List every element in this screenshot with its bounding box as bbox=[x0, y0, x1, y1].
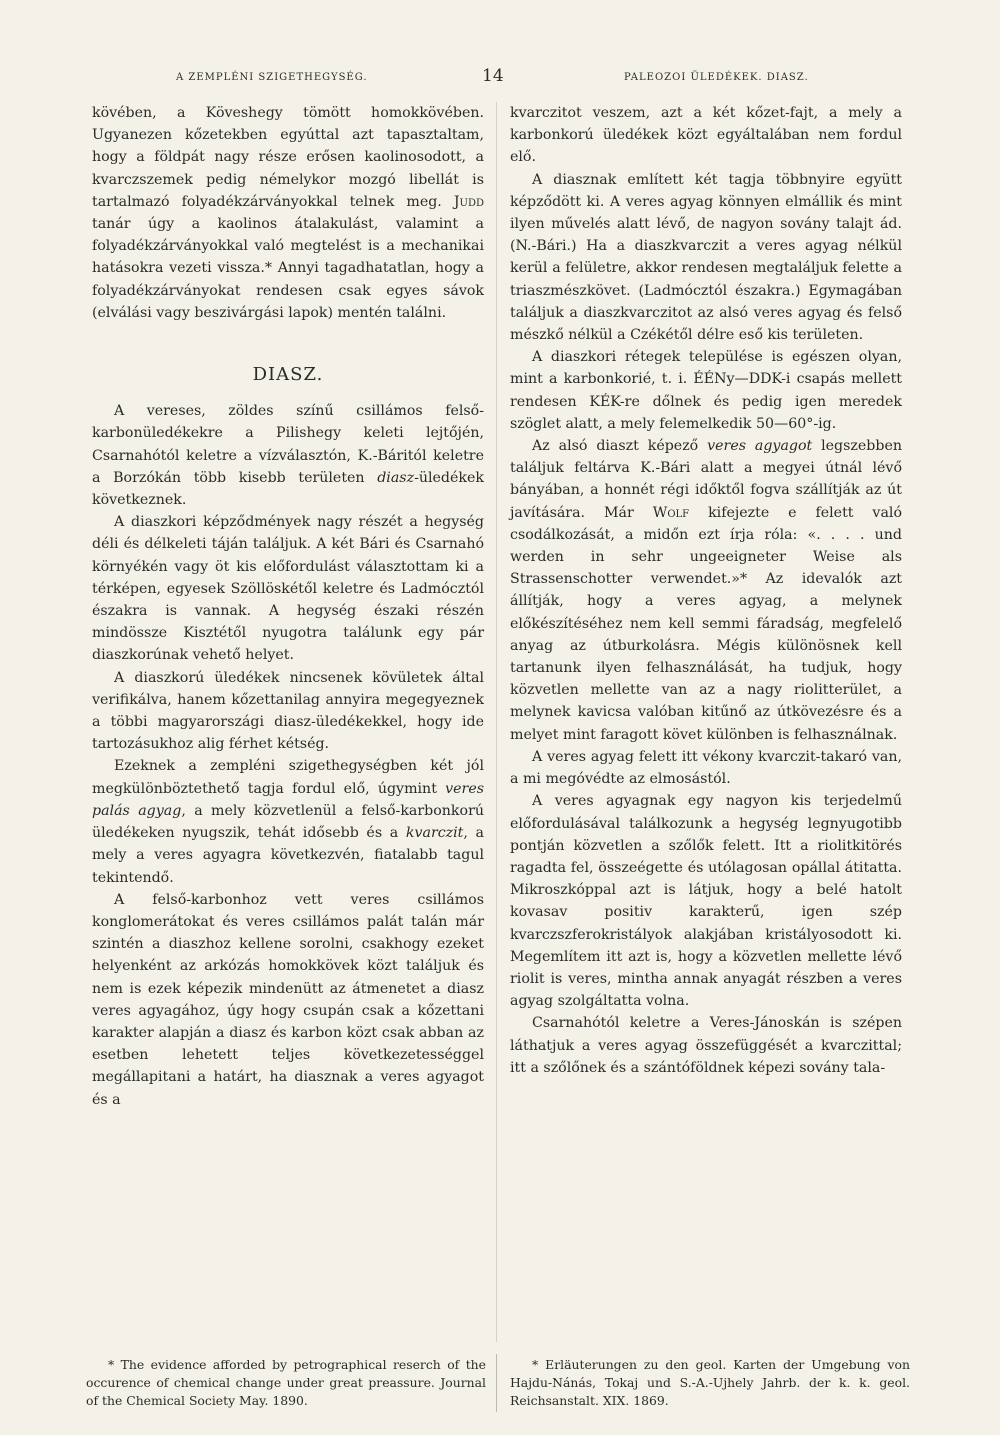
paragraph: A diaszkori rétegek települése is egészen olyan, mint a karbonkorié, t. i. ÉÉNy—DDK-i csapás mellett rendesen KÉK-re dőlnek és pedig igen meredek szöglet alatt, a mely felemelkedik 50—60°-ig. bbox=[510, 349, 902, 432]
footnote-divider bbox=[496, 1354, 497, 1412]
paragraph: A diasznak említett két tagja többnyire együtt képződött ki. A veres agyag könnyen elmállik és mint ilyen művelés alatt lévő, de nagyon sovány talajt ád. (N.-Bári.) Ha a diaszkvarczit a veres agyag nélkül kerül a felületre, akkor rendesen megtalálјuk felette a triaszmészkövet. (Ladmócztól északra.) Egymagában találjuk a diaszkvarczitot az alsó veres agyag és felső mészkő nélkül a Czékétől délre eső kis területen. bbox=[510, 171, 902, 344]
text: kövében, a Köveshegy tömött homokkövében. Ugyanezen kőzetekben egyúttal azt tapasztaltam, hogy a földpát nagy része erősen kaolinosodott, a kvarczszemek pedig némelykor mozgó libellát is tartalmazó folyadékzárványokkal telnek meg. bbox=[92, 105, 484, 210]
paragraph: A diaszkorú üledékek nincsenek kövületek által verifikálva, hanem kőzettanilag annyira megegyeznek a többi magyarországi diasz-üledékekkel, hogy ide tartozásukhoz alig férhet kétség. bbox=[92, 669, 484, 753]
text: kifejezte e felett való csodálkozását, a midőn ezt írja róla: «. . . . und werden in sehr ungeeigneter Weise als Strassenschotter verwendet.»* Az idevalók azt állítják, hogy a veres agyag, a melynek előkészítéséhez nem kell semmi fáradság, megfelelő anyag az útburkolásra. Mégis különösnek kell tartanunk ilyen felhasználását, ha tudjuk, hogy közvetlen mellette van az a nagy riolitterület, a melynek kavicsa valóban kitűnő az útkövezésre és a melyet mint faragott követ különben is felhasználnak. bbox=[510, 504, 902, 743]
paragraph: A veres agyag felett itt vékony kvarczit-takaró van, a mi megóvédte az elmosástól. bbox=[510, 748, 902, 788]
running-head-right: PALEOZOI ÜLEDÉKEK. DIASZ. bbox=[624, 72, 809, 83]
paragraph: A felső-karbonhoz vett veres csillámos konglomerátokat és veres csillámos palát talán már szintén a diaszhoz kellene sorolni, csakhogy ezeket helyenként az arkózás homokkövek közt találjuk és nem is ezek képezik mindenütt az átmenetet a diasz veres agyagához, úgy hogy csupán csak a kőzettani karakter alapján a diasz és karbon közt csak abban az esetben lehetett teljes következetességgel megállapitani a határt, ha diasznak a veres agyagot és a bbox=[92, 891, 484, 1108]
text: tanár úgy a kaolinos átalakulást, valamint a folyadékzárványokkal való megtelést is a mechanikai hatásokra vezeti vissza.* Annyi tagadhatatlan, hogy a folyadékzárványokat rendesen csak egyes sávok (elválási vagy beszivárgási lapok) mentén találni. bbox=[92, 216, 484, 321]
footnote-right bbox=[510, 1356, 910, 1410]
paragraph bbox=[92, 400, 484, 511]
paragraph: Csarnahótól keletre a Veres-Jánoskán is szépen láthatjuk a veres agyag összefüggését a kvarczittal; itt a szőlőnek és a szántóföldnek képezi sovány tala- bbox=[510, 1015, 902, 1076]
paragraph bbox=[510, 435, 902, 746]
text: A vereses, zöldes színű csillámos felső-karbonüledékekre a Pilishegy keleti lejtőjén, Csarnahótól keletre a vízválasztón, K.-Báritól keletre a Borzókán több kisebb területen bbox=[92, 403, 484, 486]
emphasis: veres palás agyag bbox=[92, 780, 484, 819]
author-name: Wolf bbox=[652, 504, 690, 521]
right-column bbox=[510, 102, 902, 1079]
emphasis: veres agyagot bbox=[707, 438, 813, 455]
emphasis: diasz bbox=[377, 469, 415, 486]
column-divider bbox=[496, 102, 497, 1342]
author-name: Judd bbox=[453, 193, 484, 210]
text: , a mely közvetlenül a felső-karbonkorú üledékeken nyugszik, tehát idősebb és a bbox=[92, 802, 484, 842]
paragraph: A veres agyagnak egy nagyon kis terjedelmű előfordulásával találkozunk a hegység legnyugotibb pontján közvetlen a szőlők felett. Itt a riolitkitörés ragadta fel, összeégette és utólagosan opállal átitatta. Mikroszkóppal azt is látjuk, hogy a belé hatolt kovasav positiv karakterű, igen szép kvarczszferokristályok alakjában kristályosodott ki. Megemlítem itt azt is, hogy a közvetlen mellette lévő riolit is veres, mintha annak anyagát részben a veres agyag szolgáltatta volna. bbox=[510, 793, 902, 1010]
footnote-left bbox=[86, 1356, 486, 1410]
text: legszebben találjuk feltárva K.-Bári alatt a megyei útnál lévő bányában, a honnét régi időktől fogva szállítják az út javítására. Már bbox=[510, 438, 902, 521]
left-column bbox=[92, 102, 484, 1111]
paragraph: kvarczitot veszem, azt a két kőzet-fajt, a mely a karbonkorú üledékek közt egyáltalában nem fordul elő. bbox=[510, 105, 902, 166]
paragraph: A diaszkori képződmények nagy részét a hegység déli és délkeleti táján találjuk. A két Bári és Csarnahó környékén vagy öt kis előfordulást választottam ki a térképen, egyesek Szöllöskétől keletre és Ladmócztól északra is vannak. A hegység északi részén mindössze Kisztétől nyugotra találunk egy pár diaszkorúnak vehető helyet. bbox=[92, 514, 484, 664]
running-head bbox=[0, 66, 1000, 90]
text: -üledékek következnek. bbox=[92, 469, 484, 509]
emphasis: kvarczit bbox=[405, 825, 464, 842]
footnote-text: * Erläuterungen zu den geol. Karten der Umgebung von Hajdu-Nánás, Tokaj und S.-A.-Ujhely Jahrb. der k. k. geol. Reichsanstalt. XIX. 1869. bbox=[510, 1357, 910, 1408]
text: Ezeknek a zempléni szigethegységben két jól megkülönböztethető tagja fordul elő, úgymint bbox=[92, 758, 484, 797]
text: Az alsó diaszt képező bbox=[532, 438, 699, 455]
running-head-left: A ZEMPLÉNI SZIGETHEGYSÉG. bbox=[176, 72, 368, 83]
section-heading: DIASZ. bbox=[252, 364, 324, 386]
text: , a mely a veres agyagra következvén, fiatalabb tagul tekintendő. bbox=[92, 825, 485, 886]
paragraph bbox=[92, 755, 484, 888]
footnote-text: * The evidence afforded by petrographical reserch of the occurence of chemical change under great preassure. Journal of the Chemical Society May. 1890. bbox=[86, 1357, 486, 1408]
page-number: 14 bbox=[482, 66, 504, 86]
paragraph bbox=[92, 102, 484, 324]
